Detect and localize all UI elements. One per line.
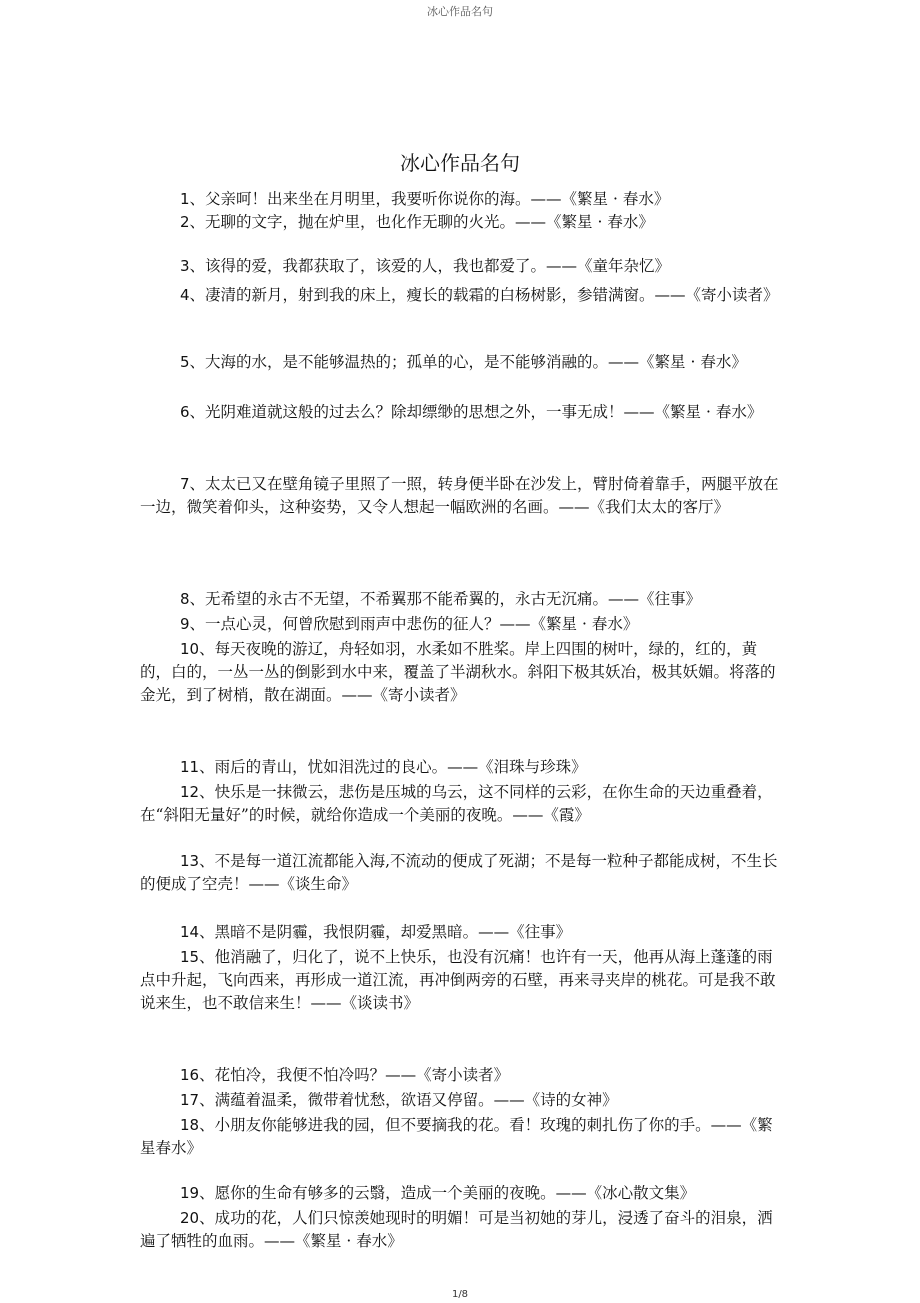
quote-number: 14 [180,923,200,941]
quote-item [140,1182,782,1205]
quote-number: 20 [180,1209,200,1227]
quote-number: 11 [180,758,200,776]
quote-item [140,211,782,234]
quote-text: 、凄清的新月，射到我的床上，瘦长的载霜的白杨树影，参错满窗。——《寄小读者》 [189,286,779,304]
quote-text: 、雨后的青山，忧如泪洗过的良心。——《泪珠与珍珠》 [199,758,587,776]
quote-item [140,756,782,779]
quote-item [140,473,782,519]
quote-item [140,401,782,424]
quote-text: 、太太已又在壁角镜子里照了一照，转身便半卧在沙发上，臂肘倚着靠手，两腿平放在一边，微笑着仰头，这种姿势，又令人想起一幅欧洲的名画。——《我们太太的客厅》 [140,475,779,516]
quote-item [140,188,782,211]
quote-number: 17 [180,1091,200,1109]
quote-item [140,284,782,307]
quote-number: 2 [180,213,190,231]
quote-item [140,921,782,944]
quote-text: 、黑暗不是阴霾，我恨阴霾，却爱黑暗。——《往事》 [199,923,572,941]
quote-text: 、光阴难道就这般的过去么？除却缥缈的思想之外，一事无成！——《繁星 · 春水》 [189,403,763,421]
quote-text: 、父亲呵！出来坐在月明里，我要听你说你的海。——《繁星 · 春水》 [189,190,670,208]
quote-text: 、无希望的永古不无望，不希翼那不能希翼的，永古无沉痛。——《往事》 [189,590,702,608]
quote-number: 10 [180,640,200,658]
page-title: 冰心作品名句 [400,151,520,175]
quote-item [140,850,782,896]
quote-number: 19 [180,1184,200,1202]
quote-item [140,1114,782,1160]
quote-number: 12 [180,783,200,801]
quote-number: 7 [180,475,190,493]
quote-text: 、大海的水，是不能够温热的；孤单的心，是不能够消融的。——《繁星 · 春水》 [189,353,747,371]
quote-number: 8 [180,590,190,608]
quote-text: 、小朋友你能够进我的园，但不要摘我的花。看！玫瑰的刺扎伤了你的手。——《繁星春水》 [140,1116,773,1157]
quote-number: 9 [180,615,190,633]
quote-item [140,613,782,636]
quote-number: 3 [180,257,190,275]
quote-text: 、一点心灵，何曾欣慰到雨声中悲伤的征人？——《繁星 · 春水》 [189,615,639,633]
quote-number: 16 [180,1066,200,1084]
quote-number: 15 [180,948,200,966]
quote-item [140,255,782,278]
quote-text: 、无聊的文字，抛在炉里，也化作无聊的火光。——《繁星 · 春水》 [189,213,654,231]
quote-item [140,1089,782,1112]
quote-number: 4 [180,286,190,304]
quote-item [140,781,782,827]
quote-text: 、每天夜晚的游辽，舟轻如羽，水柔如不胜桨。岸上四围的树叶，绿的，红的，黄的，白的，一丛一丛的倒影到水中来，覆盖了半湖秋水。斜阳下极其妖冶，极其妖媚。将落的金光，到了树梢，散在湖面。——《寄小读者》 [140,640,776,704]
quote-item [140,638,782,707]
quote-number: 1 [180,190,190,208]
quote-text: 、不是每一道江流都能入海,不流动的便成了死湖；不是每一粒种子都能成树，不生长的便成了空壳！——《谈生命》 [140,852,778,893]
quote-text: 、成功的花，人们只惊羡她现时的明媚！可是当初她的芽儿，浸透了奋斗的泪泉，洒遍了牺牲的血雨。——《繁星 · 春水》 [140,1209,773,1250]
quote-number: 6 [180,403,190,421]
page-indicator: 1/8 [451,1289,469,1300]
quote-text: 、满蕴着温柔，微带着忧愁，欲语又停留。——《诗的女神》 [199,1091,618,1109]
quote-number: 13 [180,852,200,870]
quote-text: 、快乐是一抹微云，悲伤是压城的乌云，这不同样的云彩，在你生命的天边重叠着，在“斜阳无量好”的时候，就给你造成一个美丽的夜晚。——《霞》 [140,783,773,824]
quote-text: 、愿你的生命有够多的云翳，造成一个美丽的夜晚。——《冰心散文集》 [199,1184,696,1202]
quote-text: 、该得的爱，我都获取了，该爱的人，我也都爱了。——《童年杂忆》 [189,257,671,275]
quote-text: 、花怕冷，我便不怕冷吗？——《寄小读者》 [199,1066,510,1084]
quote-item [140,946,782,1015]
quote-item [140,1207,782,1253]
quote-item [140,351,782,374]
quote-number: 18 [180,1116,200,1134]
quote-text: 、他消融了，归化了，说不上快乐，也没有沉痛！也许有一天，他再从海上蓬蓬的雨点中升起，飞向西来，再形成一道江流，再冲倒两旁的石壁，再来寻夹岸的桃花。可是我不敢说来生，也不敢信来生！——《谈读书》 [140,948,776,1012]
quote-item [140,1064,782,1087]
quote-item [140,588,782,611]
running-header: 冰心作品名句 [427,5,493,18]
quote-number: 5 [180,353,190,371]
